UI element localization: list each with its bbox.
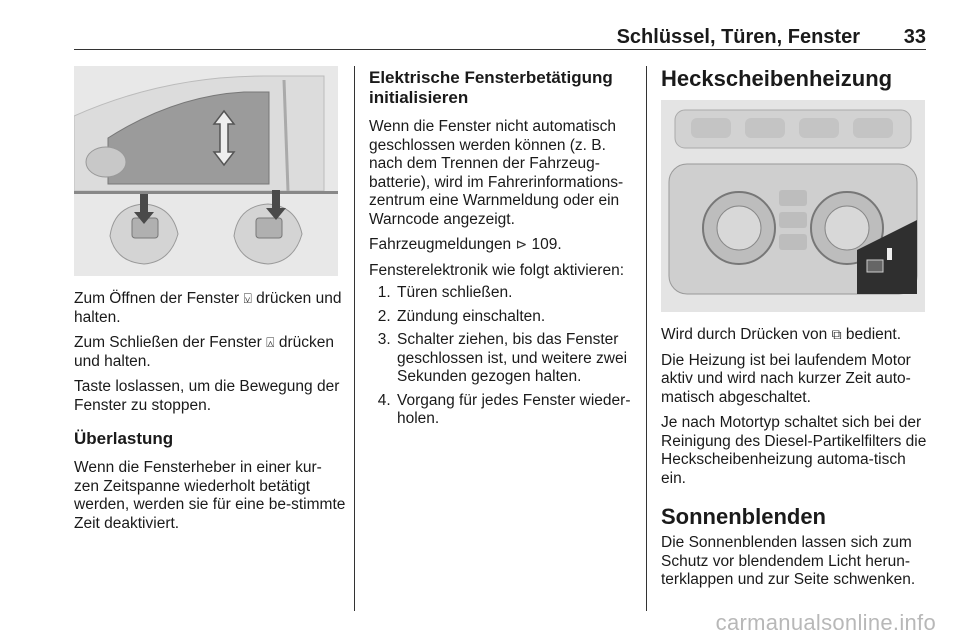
initialize-text: Wenn die Fenster nicht automatisch geschlossen werden können (z. B. nach dem Trennen der Fahrzeug-batterie), wird im Fahrerinformations-zentrum eine Warnmeldung oder ein Warncode angezeigt. <box>369 118 624 228</box>
rear-heating-engine-note: Die Heizung ist bei laufendem Motor aktiv und wird nach kurzer Zeit auto-matisch abgeschaltet. <box>661 351 911 406</box>
open-window-instruction: Zum Öffnen der Fenster ⍌ drücken und halten. <box>74 290 342 326</box>
page-title: Schlüssel, Türen, Fenster <box>616 26 860 48</box>
sun-visors-heading: Sonnenblenden <box>661 504 826 529</box>
rear-heating-diesel-note: Je nach Motortyp schaltet sich bei der Reinigung des Diesel-Partikelfilters die Heckscheibenheizung automa-tisch ein. <box>661 414 927 487</box>
rear-window-heating-icon: ⧉ <box>831 327 842 343</box>
rear-window-heating-heading: Heckscheibenheizung <box>661 66 893 91</box>
close-window-instruction: Zum Schließen der Fenster ⍓ drücken und halten. <box>74 334 334 370</box>
column-divider-left <box>354 66 355 611</box>
step-item: 1. Türen schließen. <box>395 284 639 303</box>
sun-visors-text: Die Sonnenblenden lassen sich zum Schutz vor blendendem Licht herun-terklappen und zur Seite schwenken. <box>661 534 916 588</box>
activation-steps <box>369 284 639 429</box>
car-window-switch-illustration <box>74 66 338 276</box>
window-open-icon: ⍌ <box>243 291 252 307</box>
right-column-top <box>661 66 931 92</box>
column-divider-right <box>646 66 647 611</box>
vehicle-messages-ref: Fahrzeugmeldungen ⊳ 109. <box>369 236 562 253</box>
rear-heating-operation: Wird durch Drücken von ⧉ bedient. <box>661 326 902 343</box>
climate-panel-figure <box>661 100 925 312</box>
page-number: 33 <box>903 26 926 48</box>
release-instruction: Taste loslassen, um die Bewegung der Fenster zu stoppen. <box>74 378 340 414</box>
window-close-icon: ⍓ <box>266 335 275 351</box>
overload-text: Wenn die Fensterheber in einer kur-zen Zeitspanne wiederholt betätigt werden, werden sie für eine be-stimmte Zeit deaktiviert. <box>74 459 346 532</box>
step-item: 2. Zündung einschalten. <box>395 308 639 327</box>
page-header <box>74 24 926 50</box>
page-reference-icon: ⊳ <box>515 237 528 253</box>
step-item: 3. Schalter ziehen, bis das Fenster geschlossen ist, und weitere zwei Sekunden gezogen halten. <box>395 331 639 387</box>
watermark: carmanualsonline.info <box>715 610 936 635</box>
climate-control-panel-illustration <box>661 100 925 312</box>
header-divider <box>74 49 926 50</box>
initialize-heading: Elektrische Fensterbetätigung initialisieren <box>369 68 613 107</box>
car-window-switch-figure <box>74 66 338 276</box>
middle-column <box>369 68 639 436</box>
activation-intro: Fensterelektronik wie folgt aktivieren: <box>369 261 625 279</box>
overload-heading: Überlastung <box>74 429 174 448</box>
step-item: 4. Vorgang für jedes Fenster wieder-holen. <box>395 392 639 429</box>
right-column <box>661 326 931 597</box>
left-column <box>74 290 346 540</box>
